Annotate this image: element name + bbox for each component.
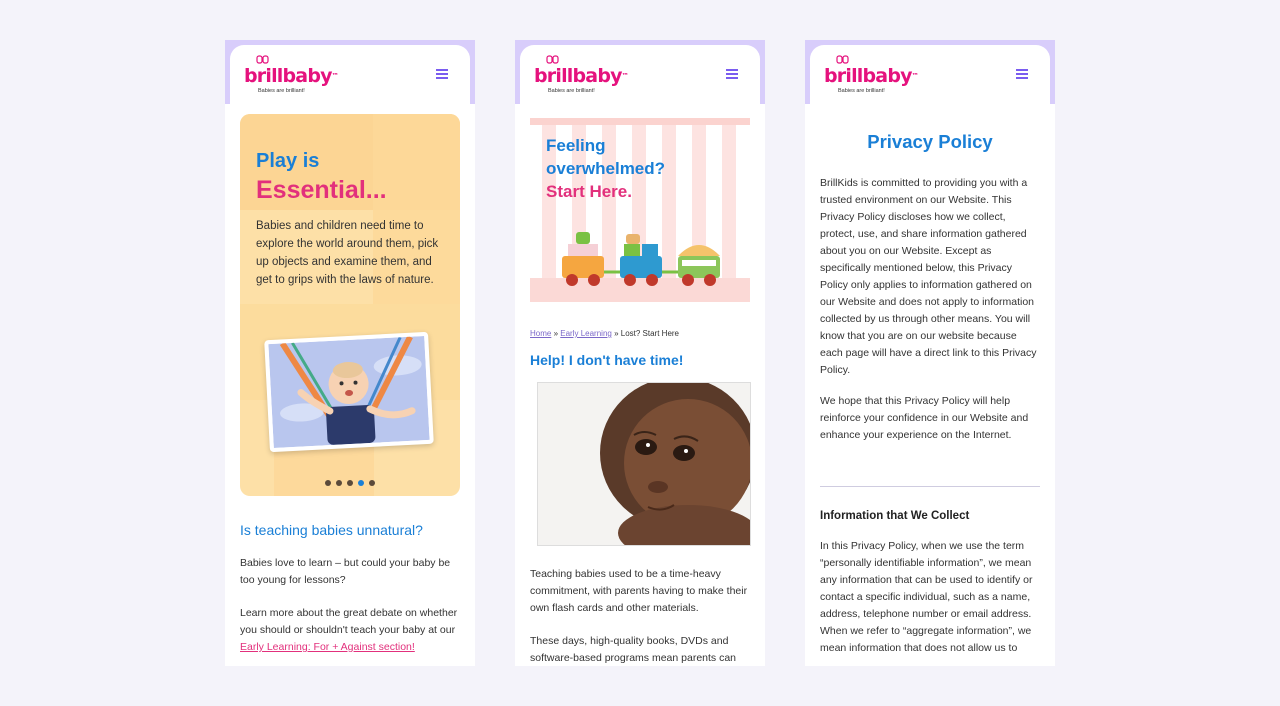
hero-carousel <box>240 114 460 496</box>
section-heading: Help! I don't have time! <box>530 352 684 368</box>
carousel-dot-active[interactable] <box>358 480 364 486</box>
hero-body-text: Babies and children need time to explore the world around them, pick up objects and examine them, and get to grips with the laws of nature. <box>256 220 439 286</box>
baby-face-photo <box>537 382 751 546</box>
hero-title-line2: Essential... <box>256 176 387 204</box>
brillbaby-logo[interactable] <box>534 57 628 97</box>
logo-tagline: Babies are brilliant! <box>838 88 885 94</box>
logo-mark-icon <box>256 55 270 65</box>
banner-title-line3: Start Here. <box>546 182 632 201</box>
site-header <box>230 45 470 105</box>
start-here-banner <box>530 118 750 302</box>
phone-screen-start-here <box>515 40 765 666</box>
hero-title-line1: Play is <box>256 150 320 172</box>
brillbaby-logo[interactable] <box>824 57 918 97</box>
carousel-dot[interactable] <box>325 480 331 486</box>
page-title: Privacy Policy <box>867 131 993 152</box>
paragraph: Learn more about the great debate on whether you should or shouldn't teach your baby at our Early Learning: For + Against section! <box>240 607 458 653</box>
breadcrumb-section-link[interactable]: Early Learning <box>560 329 612 338</box>
paragraph: Babies love to learn – but could your baby be too young for lessons? <box>240 557 451 586</box>
logo-wordmark: brillbaby™ <box>244 65 338 87</box>
carousel-dot[interactable] <box>347 480 353 486</box>
banner-title-line1: Feeling <box>546 136 606 155</box>
baby-in-bouncer-image <box>268 336 429 448</box>
site-header <box>810 45 1050 105</box>
logo-wordmark: brillbaby™ <box>824 65 918 87</box>
paragraph: Teaching babies used to be a time-heavy commitment, with parents having to make their own flash cards and other materials. <box>530 568 748 614</box>
hamburger-menu-icon[interactable] <box>726 69 738 79</box>
paragraph: These days, high-quality books, DVDs and software-based programs mean parents can <box>530 635 737 664</box>
logo-tagline: Babies are brilliant! <box>258 88 305 94</box>
carousel-dot[interactable] <box>336 480 342 486</box>
logo-mark-icon <box>546 55 560 65</box>
phone-screen-privacy <box>805 40 1055 666</box>
hero-baby-photo <box>264 332 434 452</box>
toy-train-illustration <box>558 230 728 290</box>
early-learning-link[interactable]: Early Learning: For + Against section! <box>240 641 415 653</box>
paragraph: BrillKids is committed to providing you with a trusted environment on our Website. This Privacy Policy discloses how we collect, protect, use, and share information gathered about you on our Website. Except as specifically mentioned below, this Privacy Policy only applies to information gathered on our Website and does not apply to information collected by us through other means. You will know that you are on our website because each page will have a direct link to this Privacy Policy. <box>820 177 1037 376</box>
banner-title-line2: overwhelmed? <box>546 159 666 178</box>
hamburger-menu-icon[interactable] <box>436 69 448 79</box>
logo-mark-icon <box>836 55 850 65</box>
carousel-dot[interactable] <box>369 480 375 486</box>
divider <box>820 486 1040 487</box>
section-subheading: Information that We Collect <box>820 510 970 522</box>
phone-screen-home <box>225 40 475 666</box>
site-header <box>520 45 760 105</box>
paragraph: We hope that this Privacy Policy will help reinforce your confidence in our Website and enhance your experience on the Internet. <box>820 395 1029 441</box>
carousel-pagination <box>240 480 460 486</box>
paragraph: In this Privacy Policy, when we use the term “personally identifiable information”, we mean any information that can be used to identify or contact a specific individual, such as a name, address, telephone number or email address. When we refer to “aggregate information”, we mean information that does not allow us to <box>820 540 1033 654</box>
breadcrumb-home-link[interactable]: Home <box>530 329 552 338</box>
section-heading: Is teaching babies unnatural? <box>240 522 423 538</box>
breadcrumb: Home » Early Learning » Lost? Start Here <box>530 329 679 338</box>
hamburger-menu-icon[interactable] <box>1016 69 1028 79</box>
baby-looking-up-image <box>538 383 750 545</box>
breadcrumb-current: Lost? Start Here <box>620 329 679 338</box>
logo-tagline: Babies are brilliant! <box>548 88 595 94</box>
logo-wordmark: brillbaby™ <box>534 65 628 87</box>
brillbaby-logo[interactable] <box>244 57 338 97</box>
